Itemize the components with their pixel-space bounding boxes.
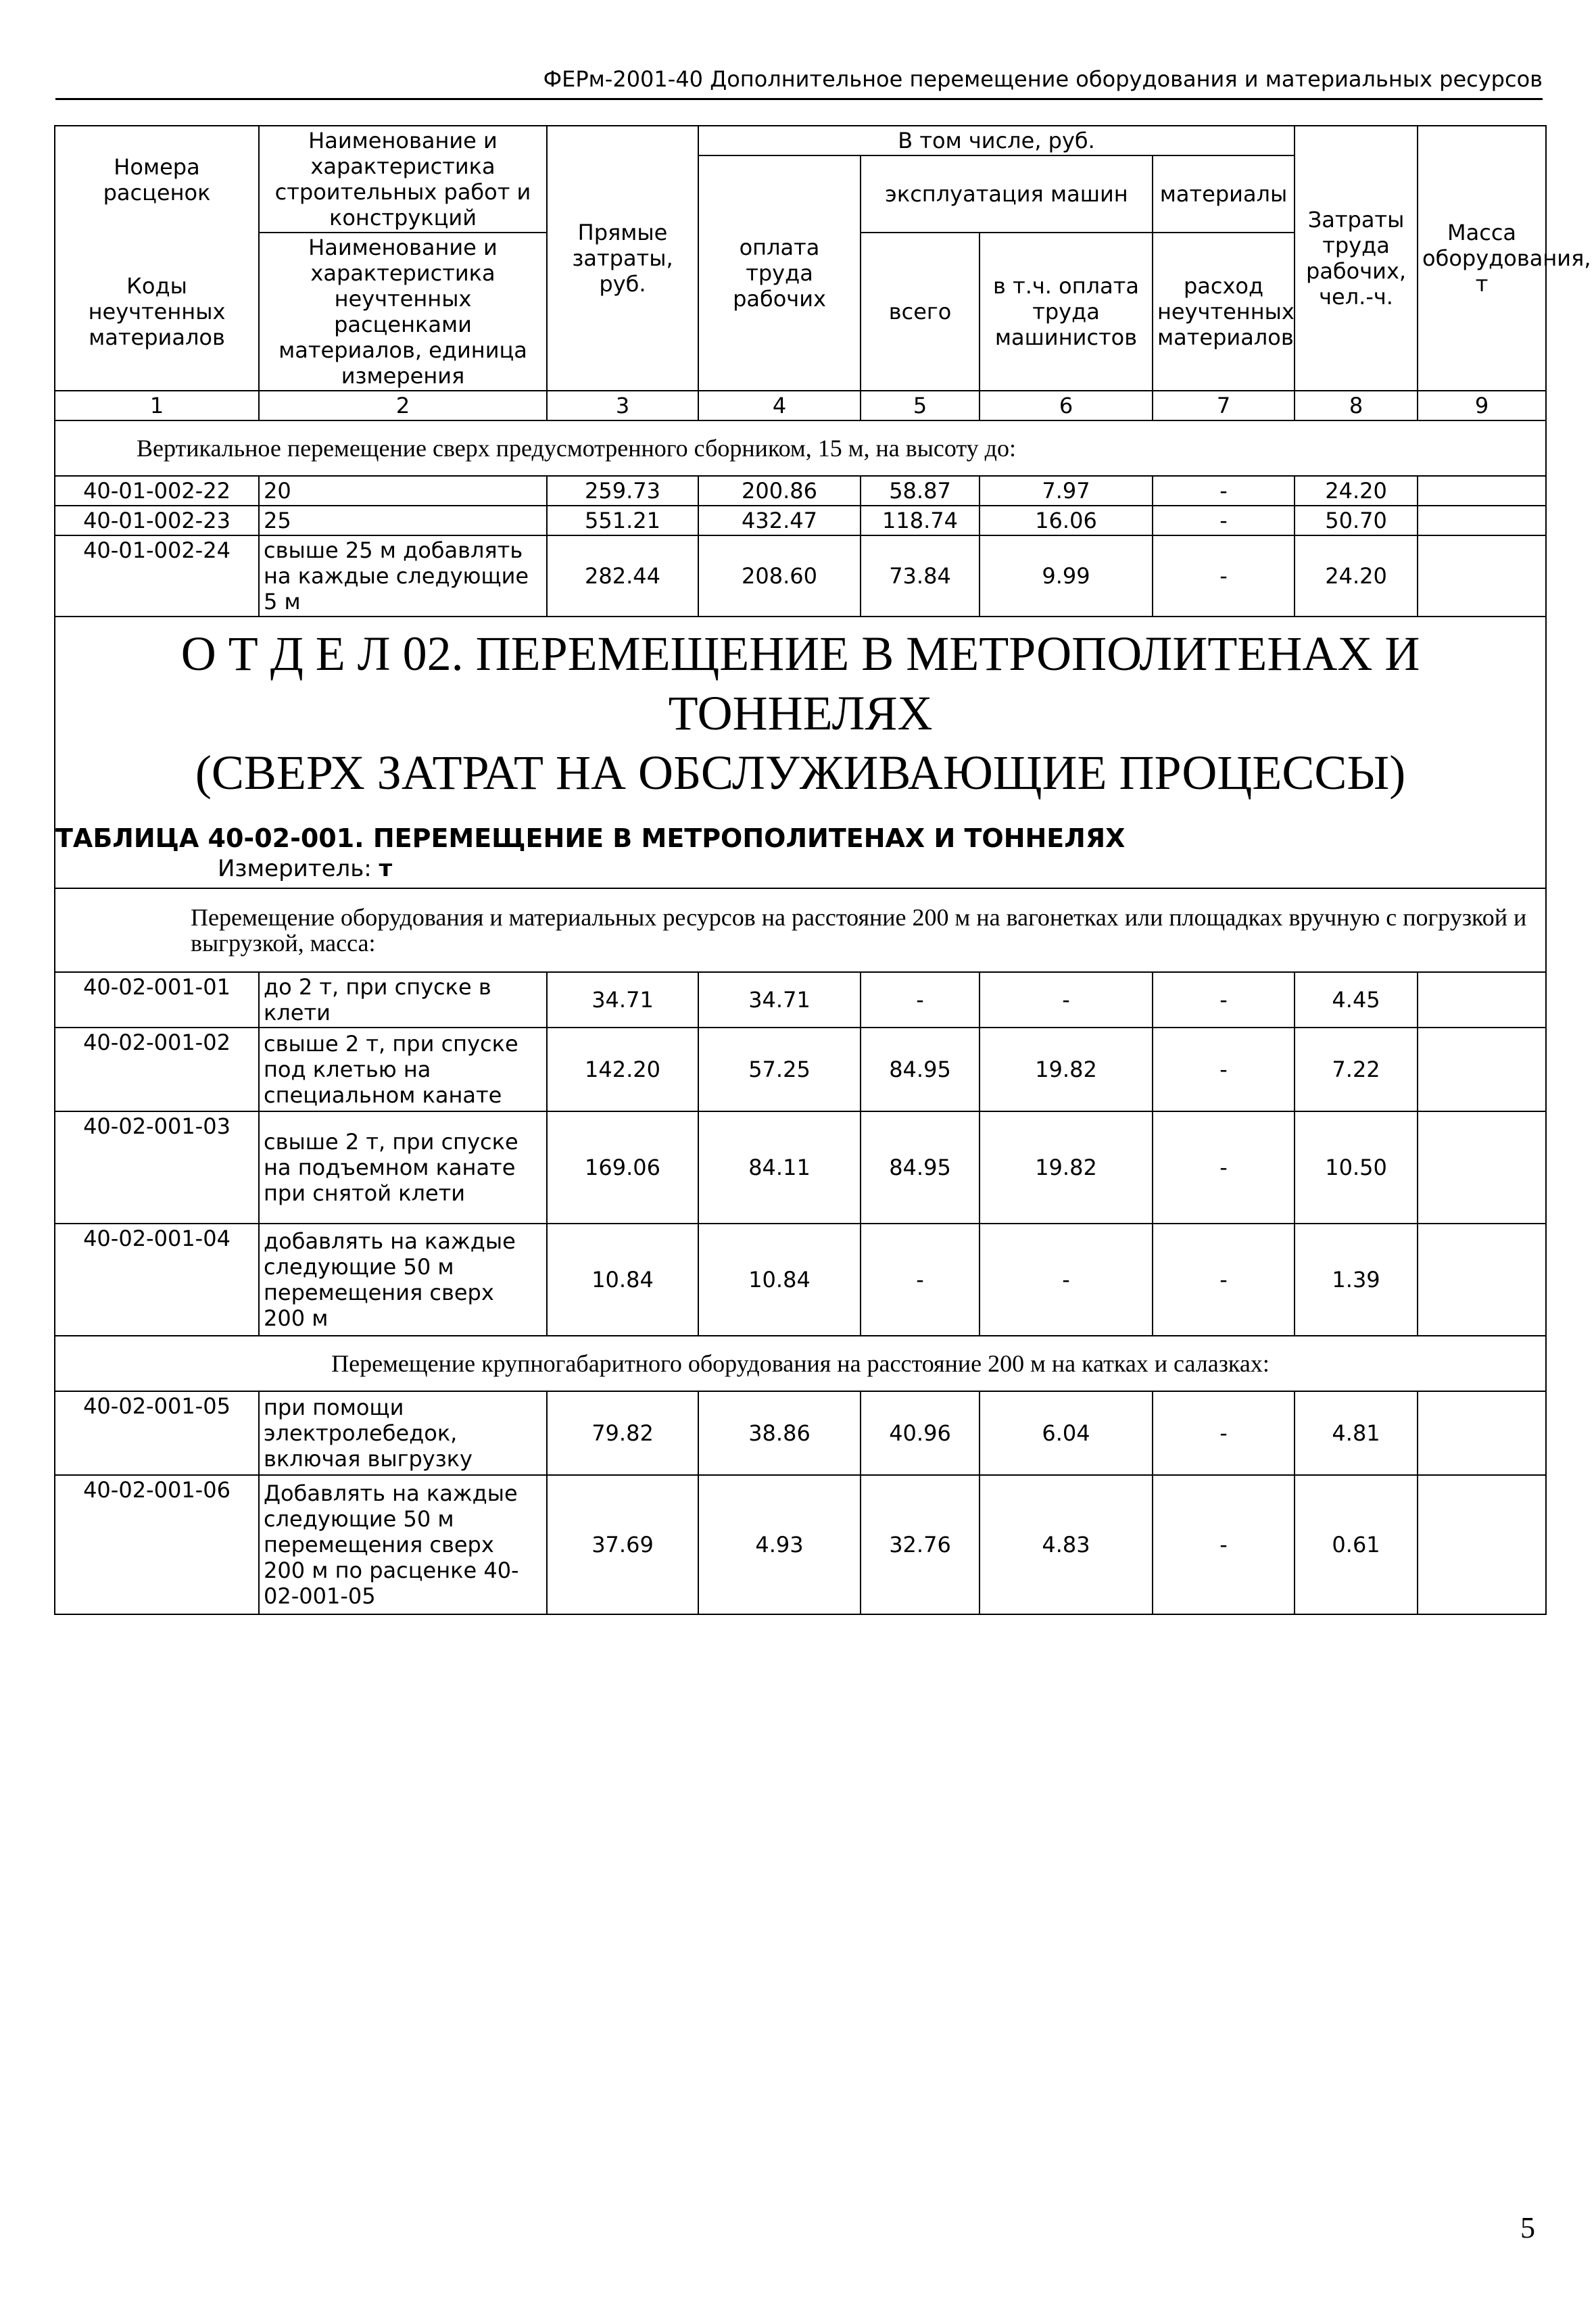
rate-code: 40-02-001-01 <box>55 972 259 1028</box>
header-col9: Масса оборудования, т <box>1418 126 1546 391</box>
labor-cost: 200.86 <box>698 476 861 506</box>
table-row <box>55 506 1546 535</box>
table-row <box>55 1391 1546 1475</box>
running-header: ФЕРм-2001-40 Дополнительное перемещение оборудования и материальных ресурсов <box>55 64 1543 100</box>
machines-cost: 73.84 <box>861 535 980 617</box>
rate-name: свыше 2 т, при спуске под клетью на специальном канате <box>259 1028 547 1111</box>
column-numbers-row <box>55 391 1546 420</box>
rate-name: свыше 25 м добавлять на каждые следующие 5 м <box>259 535 547 617</box>
col-number: 2 <box>259 391 547 420</box>
header-machines-group: эксплуатация машин <box>861 155 1153 233</box>
machines-cost: 58.87 <box>861 476 980 506</box>
header-col6: в т.ч. оплата труда машинистов <box>980 233 1153 391</box>
rate-code: 40-02-001-05 <box>55 1391 259 1475</box>
section-heading-row <box>55 888 1546 972</box>
materials-cost: - <box>1153 1475 1295 1614</box>
machines-cost: 40.96 <box>861 1391 980 1475</box>
col-number: 5 <box>861 391 980 420</box>
direct-cost: 34.71 <box>547 972 698 1028</box>
rate-name: до 2 т, при спуске в клети <box>259 972 547 1028</box>
materials-cost: - <box>1153 506 1295 535</box>
operators-cost: 16.06 <box>980 506 1153 535</box>
equipment-mass <box>1418 1475 1546 1614</box>
labor-hours: 24.20 <box>1295 535 1418 617</box>
section-heading: Вертикальное перемещение сверх предусмотренного сборником, 15 м, на высоту до: <box>55 420 1546 476</box>
labor-hours: 50.70 <box>1295 506 1418 535</box>
labor-cost: 38.86 <box>698 1391 861 1475</box>
col-number: 9 <box>1418 391 1546 420</box>
materials-cost: - <box>1153 535 1295 617</box>
table-row <box>55 476 1546 506</box>
section-heading-row <box>55 420 1546 476</box>
materials-cost: - <box>1153 476 1295 506</box>
table-row <box>55 972 1546 1028</box>
direct-cost: 551.21 <box>547 506 698 535</box>
direct-cost: 169.06 <box>547 1111 698 1224</box>
direct-cost: 282.44 <box>547 535 698 617</box>
operators-cost: 19.82 <box>980 1111 1153 1224</box>
labor-cost: 34.71 <box>698 972 861 1028</box>
direct-cost: 10.84 <box>547 1224 698 1336</box>
labor-hours: 0.61 <box>1295 1475 1418 1614</box>
materials-cost: - <box>1153 1111 1295 1224</box>
operators-cost: - <box>980 1224 1153 1336</box>
col-number: 7 <box>1153 391 1295 420</box>
operators-cost: 7.97 <box>980 476 1153 506</box>
machines-cost: 84.95 <box>861 1111 980 1224</box>
col-number: 3 <box>547 391 698 420</box>
rate-code: 40-02-001-03 <box>55 1111 259 1224</box>
labor-cost: 208.60 <box>698 535 861 617</box>
equipment-mass <box>1418 1028 1546 1111</box>
materials-cost: - <box>1153 972 1295 1028</box>
labor-hours: 24.20 <box>1295 476 1418 506</box>
col-number: 4 <box>698 391 861 420</box>
header-col1-bottom: Коды неучтенных материалов <box>55 233 259 391</box>
otdel-title-line1: О Т Д Е Л 02. ПЕРЕМЕЩЕНИЕ В МЕТРОПОЛИТЕНАХ И ТОННЕЛЯХ <box>180 627 1420 740</box>
machines-cost: 32.76 <box>861 1475 980 1614</box>
table-row <box>55 1224 1546 1336</box>
rate-name: свыше 2 т, при спуске на подъемном канате при снятой клети <box>259 1111 547 1224</box>
rate-code: 40-02-001-04 <box>55 1224 259 1336</box>
table-row <box>55 535 1546 617</box>
section-heading-row <box>55 1336 1546 1391</box>
materials-cost: - <box>1153 1224 1295 1336</box>
equipment-mass <box>1418 476 1546 506</box>
otdel-row <box>55 617 1546 888</box>
rate-name: добавлять на каждые следующие 50 м перемещения сверх 200 м <box>259 1224 547 1336</box>
operators-cost: 19.82 <box>980 1028 1153 1111</box>
equipment-mass <box>1418 1391 1546 1475</box>
labor-cost: 84.11 <box>698 1111 861 1224</box>
operators-cost: 6.04 <box>980 1391 1153 1475</box>
col-number: 8 <box>1295 391 1418 420</box>
header-row-1 <box>55 126 1546 155</box>
table-row <box>55 1475 1546 1614</box>
labor-cost: 432.47 <box>698 506 861 535</box>
rate-code: 40-02-001-02 <box>55 1028 259 1111</box>
rate-name: при помощи электролебедок, включая выгрузку <box>259 1391 547 1475</box>
header-col1-top: Номера расценок <box>55 126 259 233</box>
labor-hours: 7.22 <box>1295 1028 1418 1111</box>
rate-name: Добавлять на каждые следующие 50 м перемещения сверх 200 м по расценке 40-02-001-05 <box>259 1475 547 1614</box>
unit-line <box>55 854 1545 884</box>
header-col4: оплата труда рабочих <box>698 155 861 391</box>
equipment-mass <box>1418 1111 1546 1224</box>
rate-code: 40-02-001-06 <box>55 1475 259 1614</box>
equipment-mass <box>1418 506 1546 535</box>
section-heading: Перемещение крупногабаритного оборудования на расстояние 200 м на катках и салазках: <box>55 1336 1546 1391</box>
unit-value: т <box>379 855 393 882</box>
header-col7: расход неучтенных материалов <box>1153 233 1295 391</box>
labor-hours: 4.45 <box>1295 972 1418 1028</box>
labor-cost: 10.84 <box>698 1224 861 1336</box>
operators-cost: 4.83 <box>980 1475 1153 1614</box>
equipment-mass <box>1418 1224 1546 1336</box>
header-materials-group: материалы <box>1153 155 1295 233</box>
labor-cost: 4.93 <box>698 1475 861 1614</box>
operators-cost: 9.99 <box>980 535 1153 617</box>
table-row <box>55 1111 1546 1224</box>
header-col2-bottom: Наименование и характеристика неучтенных расценками материалов, единица измерения <box>259 233 547 391</box>
header-col8: Затраты труда рабочих, чел.-ч. <box>1295 126 1418 391</box>
labor-hours: 10.50 <box>1295 1111 1418 1224</box>
rate-code: 40-01-002-23 <box>55 506 259 535</box>
rate-name: 25 <box>259 506 547 535</box>
equipment-mass <box>1418 535 1546 617</box>
header-col2-top: Наименование и характеристика строительных работ и конструкций <box>259 126 547 233</box>
section-heading: Перемещение оборудования и материальных ресурсов на расстояние 200 м на вагонетках или площадках вручную с погрузкой и выгрузкой, масса: <box>55 888 1546 972</box>
machines-cost: 118.74 <box>861 506 980 535</box>
labor-hours: 1.39 <box>1295 1224 1418 1336</box>
table-row <box>55 1028 1546 1111</box>
labor-hours: 4.81 <box>1295 1391 1418 1475</box>
equipment-mass <box>1418 972 1546 1028</box>
direct-cost: 142.20 <box>547 1028 698 1111</box>
col-number: 6 <box>980 391 1153 420</box>
otdel-title-line2: (СВЕРХ ЗАТРАТ НА ОБСЛУЖИВАЮЩИЕ ПРОЦЕССЫ) <box>195 746 1406 800</box>
rates-table <box>54 125 1591 1615</box>
rate-name: 20 <box>259 476 547 506</box>
col-number: 1 <box>55 391 259 420</box>
machines-cost: - <box>861 972 980 1028</box>
operators-cost: - <box>980 972 1153 1028</box>
materials-cost: - <box>1153 1391 1295 1475</box>
page-number: 5 <box>1520 2211 1535 2244</box>
header-col5: всего <box>861 233 980 391</box>
header-col3: Прямые затраты, руб. <box>547 126 698 391</box>
rate-code: 40-01-002-22 <box>55 476 259 506</box>
header-group-breakdown: В том числе, руб. <box>698 126 1295 155</box>
materials-cost: - <box>1153 1028 1295 1111</box>
machines-cost: - <box>861 1224 980 1336</box>
otdel-block <box>55 617 1546 888</box>
direct-cost: 37.69 <box>547 1475 698 1614</box>
labor-cost: 57.25 <box>698 1028 861 1111</box>
direct-cost: 259.73 <box>547 476 698 506</box>
direct-cost: 79.82 <box>547 1391 698 1475</box>
rate-code: 40-01-002-24 <box>55 535 259 617</box>
unit-label: Измеритель: <box>218 855 372 882</box>
machines-cost: 84.95 <box>861 1028 980 1111</box>
table-title: ТАБЛИЦА 40-02-001. ПЕРЕМЕЩЕНИЕ В МЕТРОПОЛИТЕНАХ И ТОННЕЛЯХ <box>55 823 1126 853</box>
